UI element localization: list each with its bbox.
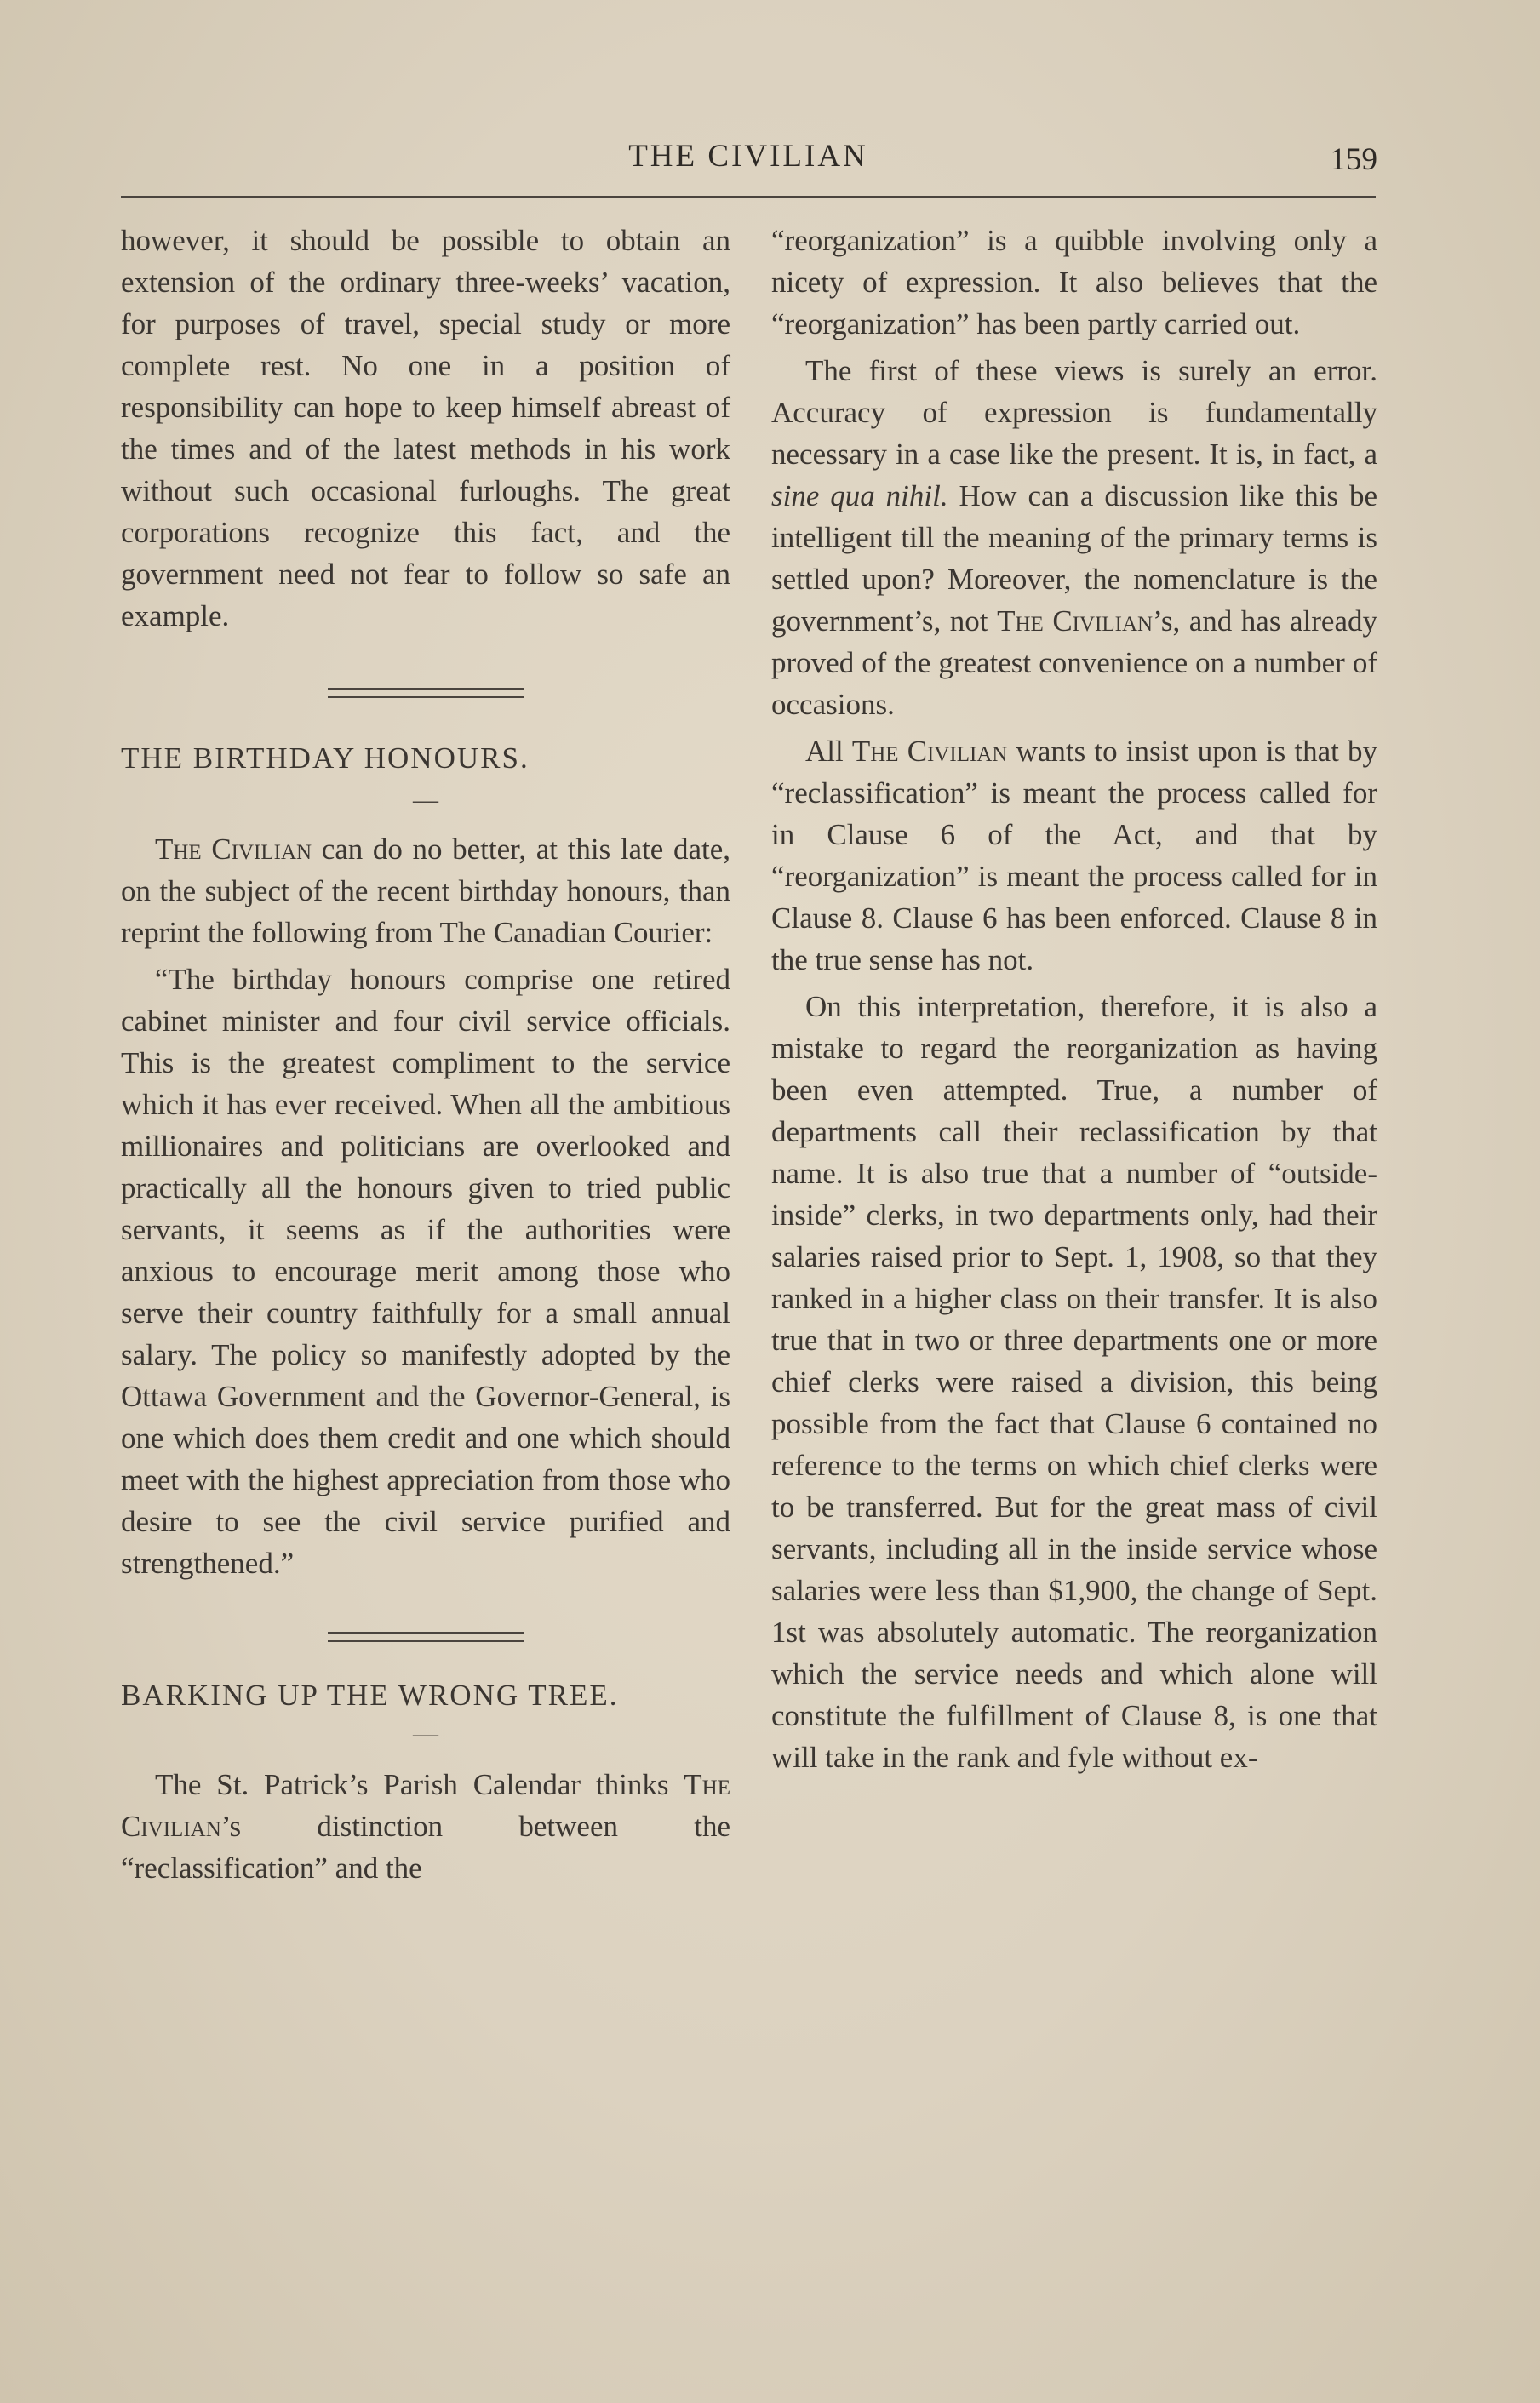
right-column: [771, 220, 1377, 1778]
heading-dash: —: [413, 786, 438, 814]
paragraph-text: can do no better, at this late date, on the subject of the recent birthday honours, than reprint the following from The Canadian Courier:: [121, 832, 730, 949]
paragraph-text: The St. Patrick’s Parish Calendar thinks: [155, 1768, 684, 1801]
paragraph-text: wants to insist upon is that by “reclassification” is meant the process called for in Clause 6 of the Act, and that by “reorganization” is meant the process called for in Clause 8. Clause 6 has been enforced. Clause 8 in the true sense has not.: [771, 735, 1377, 976]
paragraph-vacation: however, it should be possible to obtain an extension of the ordinary three-weeks’ vacation, for purposes of travel, special study or more complete rest. No one in a position of responsibility can hope to keep himself abreast of the times and of the latest methods in his work without such occasional furloughs. The great corporations recognize this fact, and the government need not fear to follow so safe an example.: [121, 224, 730, 632]
section-divider: [328, 688, 524, 698]
header-rule: [121, 196, 1376, 198]
heading-dash: —: [413, 1719, 438, 1748]
paragraph-first-view-error: [771, 350, 1377, 725]
paragraph-reorganization-quibble: “reorganization” is a quibble involving only a nicety of expression. It also believes that the “reorganization” has been partly carried out.: [771, 224, 1377, 340]
paragraph-birthday-intro: [121, 828, 730, 953]
civilian-smallcaps: The Civilian: [155, 832, 312, 866]
left-column: [121, 220, 730, 1889]
paragraph-text: ’s, and has already proved of the greatest convenience on a number of occasions.: [771, 604, 1377, 721]
running-title: THE CIVILIAN: [628, 139, 868, 174]
heading-barking-up-wrong-tree: BARKING UP THE WRONG TREE.: [121, 1679, 619, 1712]
paragraph-text: ’s distinction between the “reclassification” and the: [121, 1810, 730, 1885]
latin-phrase: sine qua nihil.: [771, 479, 948, 512]
page-number: 159: [1330, 142, 1377, 177]
paragraph-text: All: [805, 735, 852, 768]
civilian-smallcaps: The Civilian: [997, 604, 1154, 638]
paragraph-parish-calendar: [121, 1764, 730, 1889]
paragraph-courier-quote: “The birthday honours comprise one retired cabinet minister and four civil service officials. This is the greatest compliment to the service which it has ever received. When all the ambitious millionaires and politicians are overlooked and practically all the honours given to tried public servants, it seems as if the authorities were anxious to encourage merit among those who serve their country faithfully for a small annual salary. The policy so manifestly adopted by the Ottawa Government and the Governor-General, is one which does them credit and one which should meet with the highest appreciation from those who desire to see the civil service purified and strengthened.”: [121, 963, 730, 1580]
paragraph-text: How can a discussion like this be intelligent till the meaning of the primary terms is settled upon? Moreover, the nomenclature is the government’s, not: [771, 479, 1377, 638]
section-divider: [328, 1632, 524, 1642]
paragraph-clause-definitions: [771, 730, 1377, 981]
paragraph-text: The first of these views is surely an error. Accuracy of expression is fundamentally necessary in a case like the present. It is, in fact, a: [771, 354, 1377, 471]
paragraph-interpretation: On this interpretation, therefore, it is also a mistake to regard the reorganization as having been even attempted. True, a number of departments call their reclassification by that name. It is also true that a number of “outside-inside” clerks, in two departments only, had their salaries raised prior to Sept. 1, 1908, so that they ranked in a higher class on their transfer. It is also true that in two or three departments one or more chief clerks were raised a division, this being possible from the fact that Clause 6 contained no reference to the terms on which chief clerks were to be transferred. But for the great mass of civil servants, including all in the inside service whose salaries were less than $1,900, the change of Sept. 1st was absolutely automatic. The reorganization which the service needs and which alone will constitute the fulfillment of Clause 8, is one that will take in the rank and fyle without ex-: [771, 990, 1377, 1774]
running-head: [119, 136, 1377, 187]
heading-birthday-honours: THE BIRTHDAY HONOURS.: [121, 741, 530, 775]
civilian-smallcaps: The Civilian: [121, 1768, 730, 1843]
civilian-smallcaps: The Civilian: [851, 735, 1008, 768]
